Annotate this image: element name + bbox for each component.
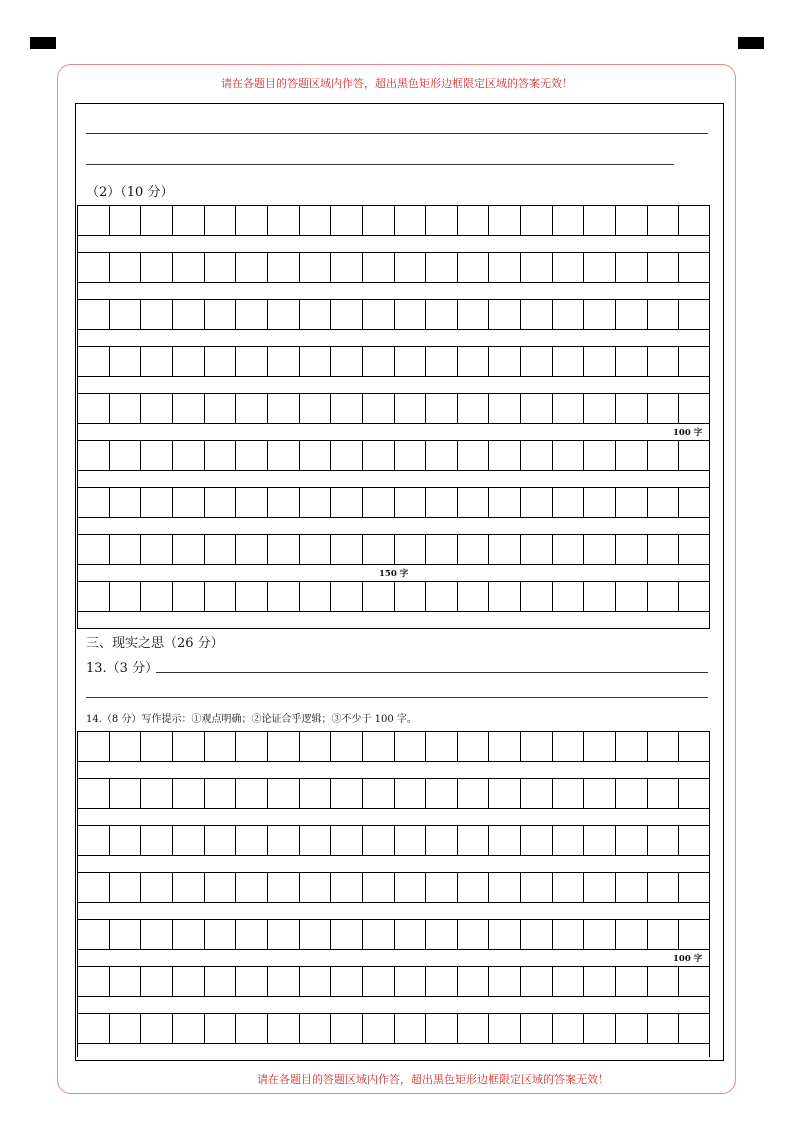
answer-line-13[interactable] — [156, 672, 708, 673]
word-count-mark-150: 150 字 — [379, 569, 409, 579]
grid-bottom-line — [77, 628, 710, 629]
alignment-mark-right — [738, 37, 764, 49]
alignment-mark-left — [30, 37, 56, 49]
section-3-heading: 三、现实之思（26 分） — [86, 636, 224, 651]
bottom-notice: 请在各题目的答题区域内作答，超出黑色矩形边框限定区域的答案无效！ — [257, 1073, 609, 1086]
word-count-mark-100: 100 字 — [673, 428, 703, 438]
top-notice: 请在各题目的答题区域内作答，超出黑色矩形边框限定区域的答案无效！ — [221, 77, 573, 90]
answer-line[interactable] — [86, 164, 674, 165]
word-count-mark-100: 100 字 — [673, 954, 703, 964]
question-12-2-label: （2）（10 分） — [86, 185, 174, 200]
grid-frame — [77, 205, 710, 629]
question-13-label: 13.（3 分） — [86, 661, 159, 676]
question-14-label: 14.（8 分）写作提示：①观点明确；②论证合乎逻辑；③不少于 100 字。 — [86, 714, 417, 725]
answer-line[interactable] — [86, 133, 708, 134]
answer-line-13b[interactable] — [86, 697, 708, 698]
grid-frame — [77, 731, 710, 1057]
